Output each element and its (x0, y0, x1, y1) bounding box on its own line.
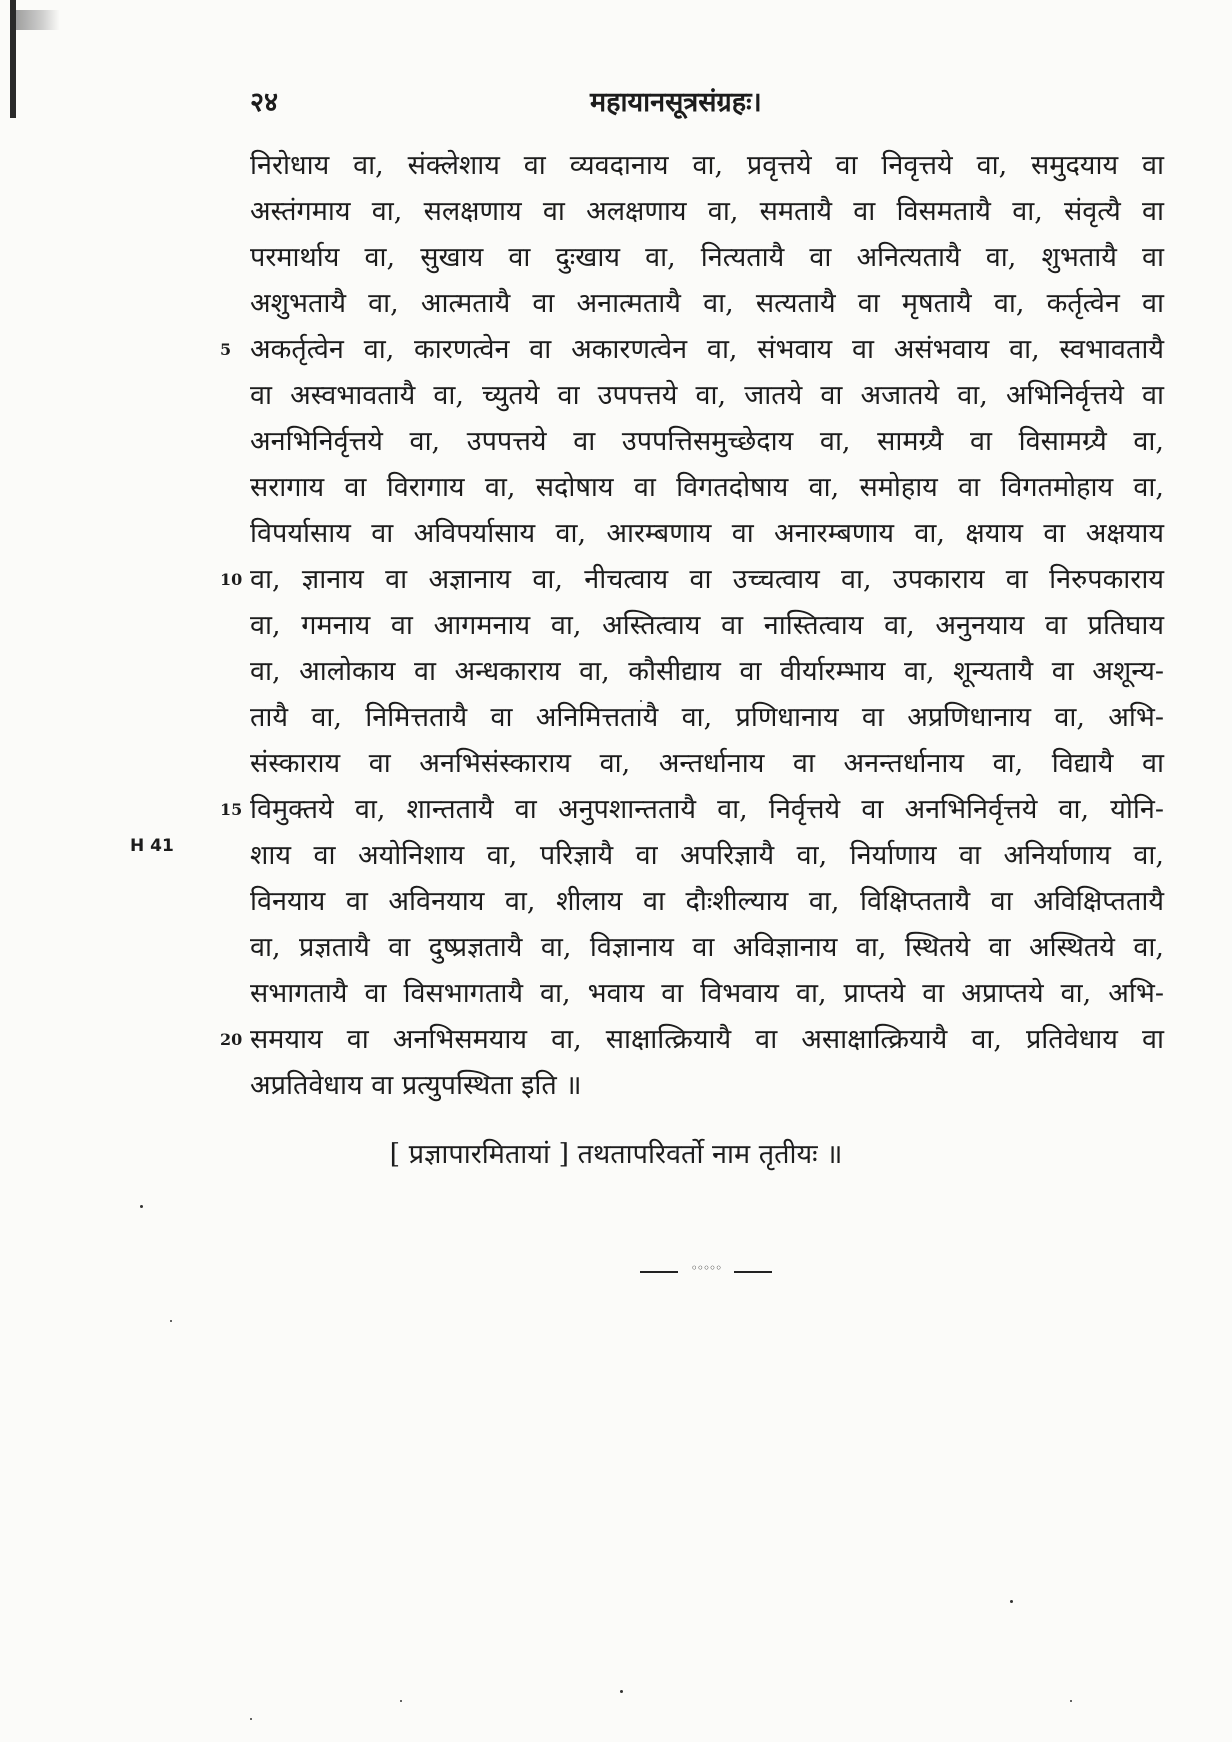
line-number (220, 284, 250, 324)
text-line: विमुक्तये वा, शान्ततायै वा अनुपशान्ततायै वा, निर्वृत्तये वा अनभिनिर्वृत्तये वा, योनि- (250, 794, 1164, 825)
text-line: अप्रतिवेधाय वा प्रत्युपस्थिता इति ॥ (250, 1070, 582, 1101)
line-number (220, 928, 250, 968)
page-number: २४ (250, 87, 279, 118)
text-line: वा, आलोकाय वा अन्धकाराय वा, कौसीद्याय वा वीर्यारम्भाय वा, शून्यतायै वा अशून्य- (250, 656, 1164, 687)
ornament-rule-left (640, 1271, 678, 1273)
line-number: 20 (220, 1030, 243, 1049)
text-line: अस्तंगमाय वा, सलक्षणाय वा अलक्षणाय वा, समतायै वा विसमतायै वा, संवृत्यै वा (250, 196, 1164, 227)
scan-speck (640, 700, 642, 702)
line-number (220, 192, 250, 232)
line-number (220, 882, 250, 922)
line-number (220, 146, 250, 186)
page-header (250, 82, 1160, 126)
line-number (220, 606, 250, 646)
line-number (220, 422, 250, 462)
line-number (220, 376, 250, 416)
line-number (220, 652, 250, 692)
margin-reference: H 41 (130, 836, 174, 856)
text-line: वा, ज्ञानाय वा अज्ञानाय वा, नीचत्वाय वा उच्चत्वाय वा, उपकाराय वा निरुपकाराय (250, 564, 1164, 595)
text-line: वा, प्रज्ञतायै वा दुष्प्रज्ञतायै वा, विज्ञानाय वा अविज्ञानाय वा, स्थितये वा अस्थितये वा, (250, 932, 1164, 963)
ornament-rule-right (734, 1271, 772, 1273)
text-line: सरागाय वा विरागाय वा, सदोषाय वा विगतदोषाय वा, समोहाय वा विगतमोहाय वा, (250, 472, 1164, 503)
scan-speck (400, 1700, 402, 1702)
ornament-knot: ◦◦◦◦◦ (690, 1261, 722, 1275)
text-line: वा अस्वभावतायै वा, च्युतये वा उपपत्तये वा, जातये वा अजातये वा, अभिनिर्वृत्तये वा (250, 380, 1164, 411)
line-number (220, 744, 250, 784)
line-number (220, 238, 250, 278)
end-ornament (640, 1261, 772, 1277)
text-line: वा, गमनाय वा आगमनाय वा, अस्तित्वाय वा नास्तित्वाय वा, अनुनयाय वा प्रतिघाय (250, 610, 1164, 641)
text-line: विनयाय वा अविनयाय वा, शीलाय वा दौःशील्याय वा, विक्षिप्ततायै वा अविक्षिप्ततायै (250, 886, 1164, 917)
text-line: तायै वा, निमित्ततायै वा अनिमित्ततायै वा, प्रणिधानाय वा अप्रणिधानाय वा, अभि- (250, 702, 1164, 733)
text-line: निरोधाय वा, संक्लेशाय वा व्यवदानाय वा, प्रवृत्तये वा निवृत्तये वा, समुदयाय वा (250, 150, 1164, 181)
text-line: शाय वा अयोनिशाय वा, परिज्ञायै वा अपरिज्ञायै वा, निर्याणाय वा अनिर्याणाय वा, (250, 840, 1164, 871)
text-line: समयाय वा अनभिसमयाय वा, साक्षात्क्रियायै वा असाक्षात्क्रियायै वा, प्रतिवेधाय वा (250, 1024, 1164, 1055)
chapter-colophon: [ प्रज्ञापारमितायां ] तथतापरिवर्तो नाम तृतीयः ॥ (389, 1139, 843, 1170)
line-number (220, 514, 250, 554)
line-number: 10 (220, 570, 243, 589)
scan-speck (1070, 1700, 1072, 1702)
scan-speck (140, 1205, 143, 1208)
line-number (220, 1066, 250, 1106)
scan-speck (620, 1690, 623, 1693)
scan-speck (1010, 1600, 1013, 1603)
text-line: संस्काराय वा अनभिसंस्काराय वा, अन्तर्धानाय वा अनन्तर्धानाय वा, विद्यायै वा (250, 748, 1164, 779)
text-line: विपर्यासाय वा अविपर्यासाय वा, आरम्बणाय वा अनारम्बणाय वा, क्षयाय वा अक्षयाय (250, 518, 1164, 549)
scan-speck (250, 1718, 252, 1720)
running-title: महायानसूत्रसंग्रहः। (590, 87, 762, 118)
text-line: परमार्थाय वा, सुखाय वा दुःखाय वा, नित्यतायै वा अनित्यतायै वा, शुभतायै वा (250, 242, 1164, 273)
line-number (220, 974, 250, 1014)
text-line: अशुभतायै वा, आत्मतायै वा अनात्मतायै वा, सत्यतायै वा मृषतायै वा, कर्तृत्वेन वा (250, 288, 1164, 319)
binding-edge-smudge (16, 10, 60, 30)
line-number: 15 (220, 800, 243, 819)
line-number (220, 468, 250, 508)
text-line: सभागतायै वा विसभागतायै वा, भवाय वा विभवाय वा, प्राप्तये वा अप्राप्तये वा, अभि- (250, 978, 1164, 1009)
scan-speck (170, 1320, 172, 1322)
line-number (220, 698, 250, 738)
line-number (220, 836, 250, 876)
text-line: अकर्तृत्वेन वा, कारणत्वेन वा अकारणत्वेन वा, संभवाय वा असंभवाय वा, स्वभावतायै (250, 334, 1164, 365)
text-line: अनभिनिर्वृत्तये वा, उपपत्तये वा उपपत्तिसमुच्छेदाय वा, सामग्र्यै वा विसामग्र्यै वा, (250, 426, 1164, 457)
line-number: 5 (220, 340, 232, 359)
